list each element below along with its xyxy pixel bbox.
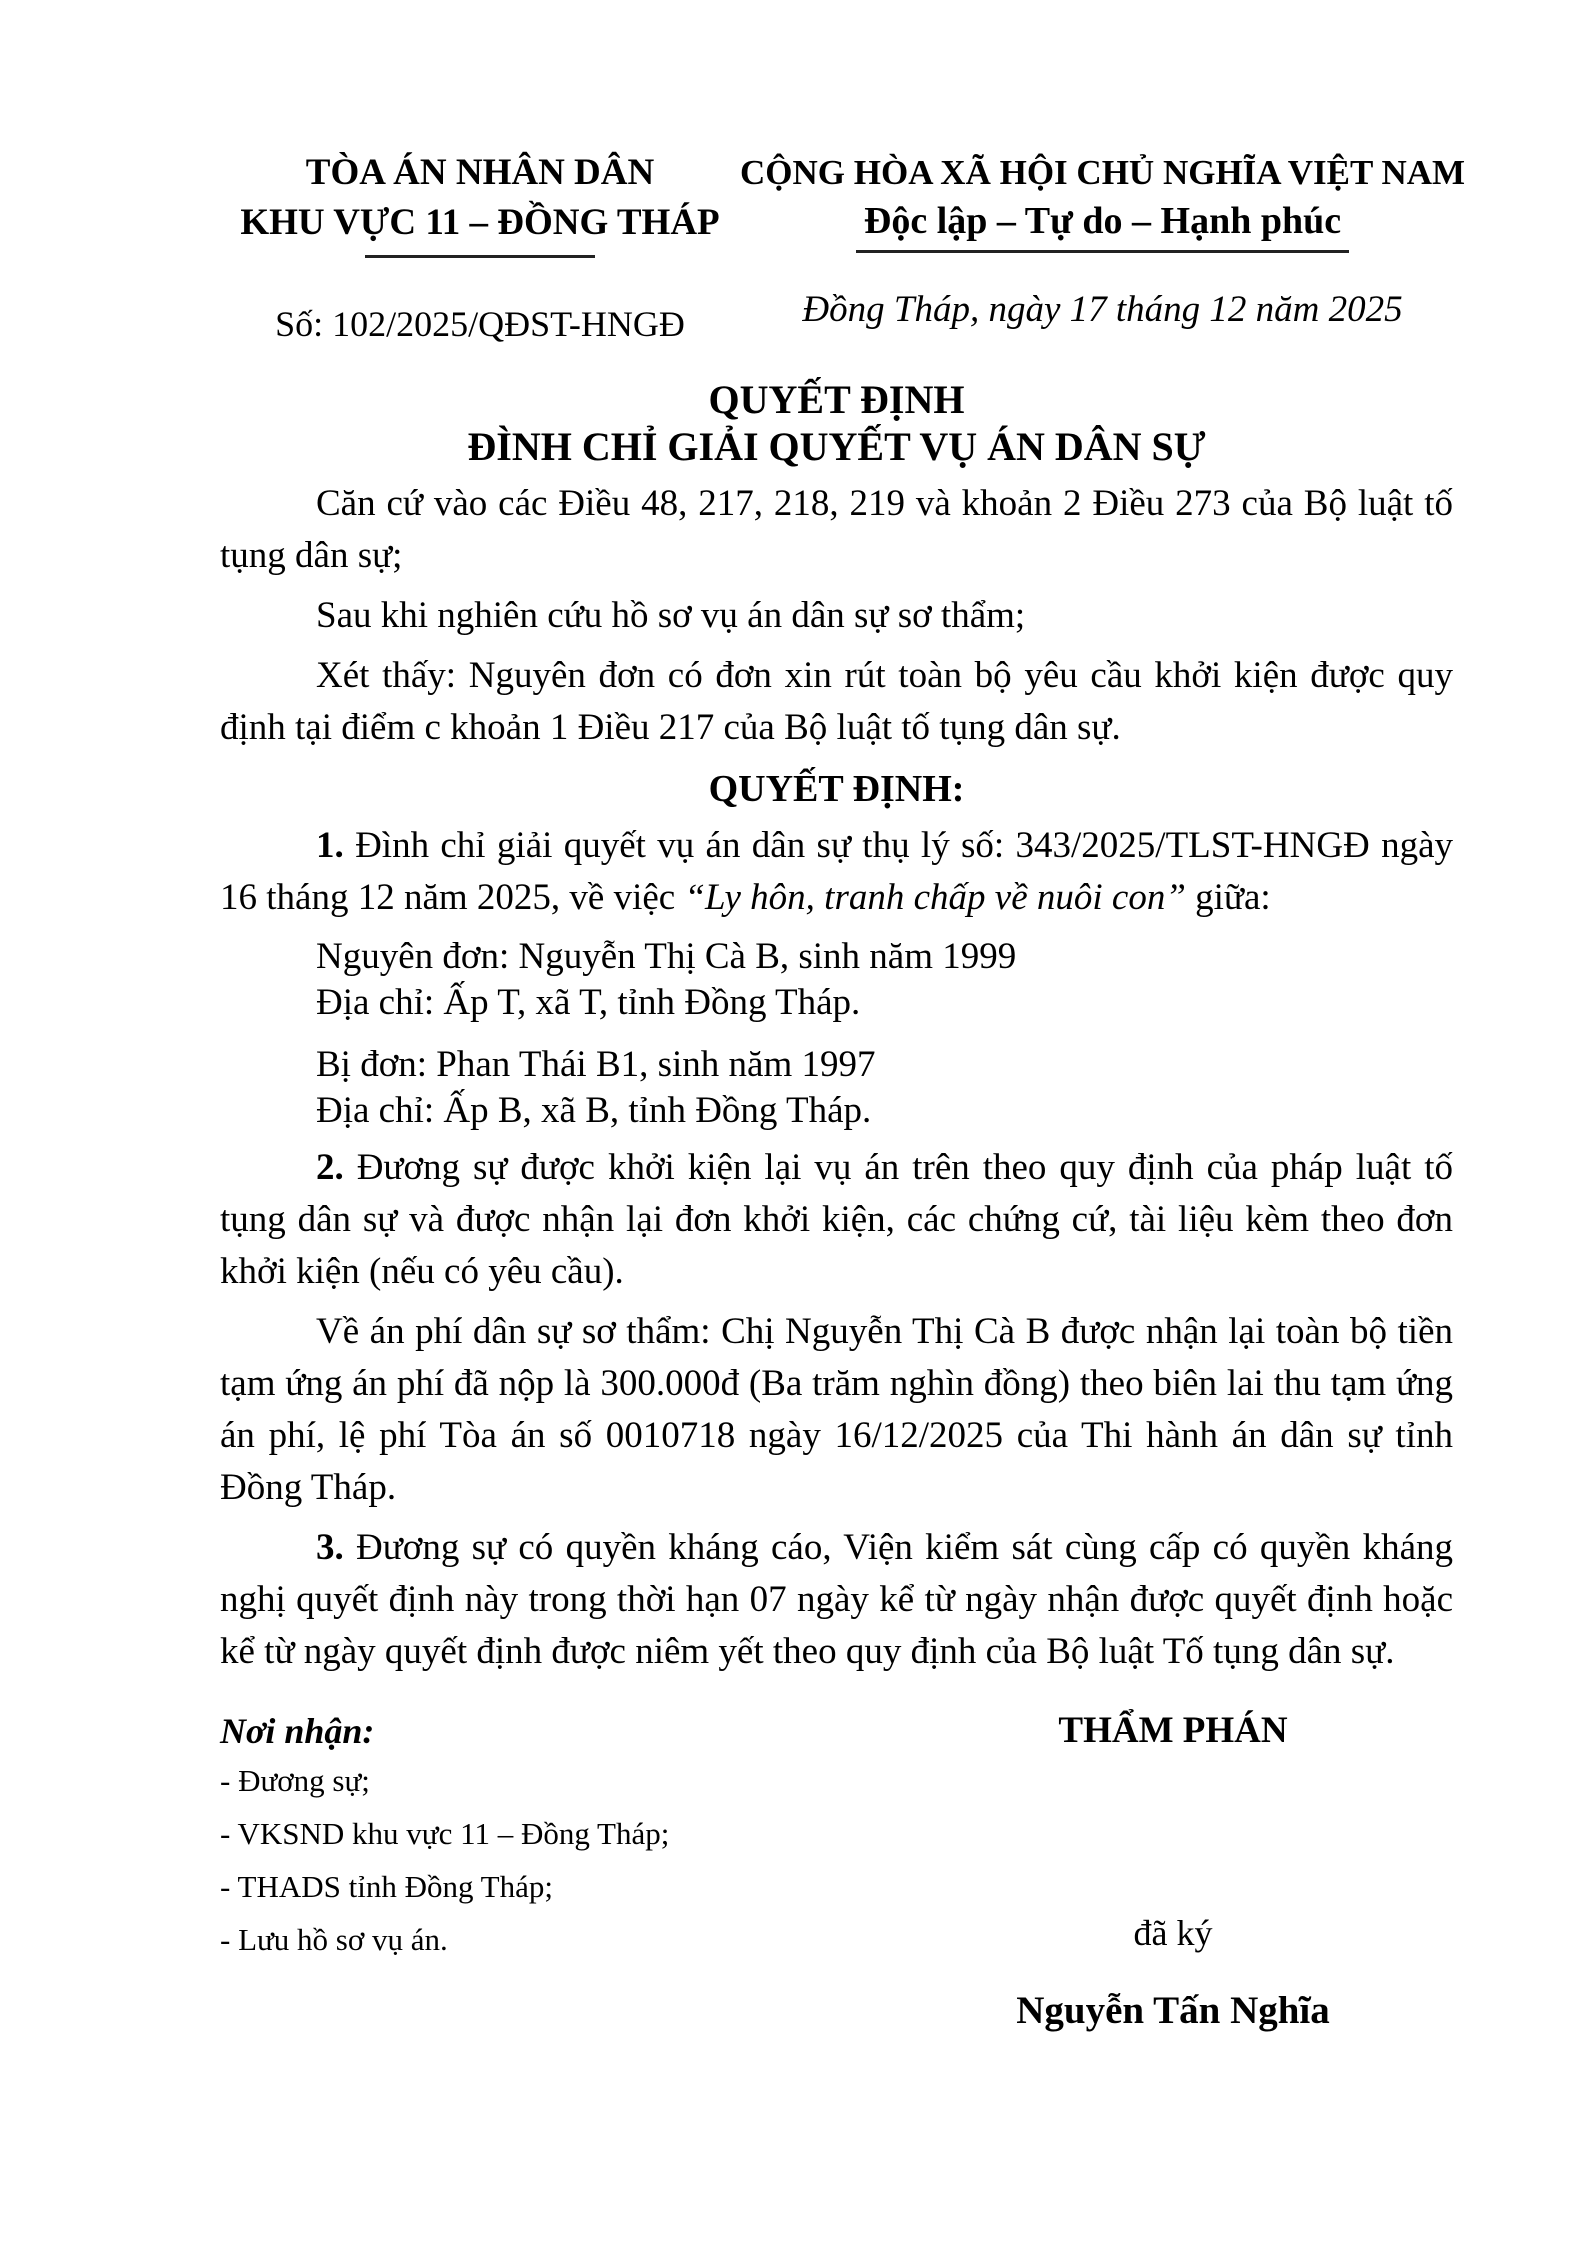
national-motto-line2: Độc lập – Tự do – Hạnh phúc — [856, 198, 1349, 253]
place-date-line: Đồng Tháp, ngày 17 tháng 12 năm 2025 — [802, 289, 1403, 330]
item-1-text-before: Đình chỉ giải quyết vụ án dân sự thụ lý số: 343/2025/TLST-HNGĐ ngày 16 tháng 12 năm 2025, về việc — [220, 825, 1453, 918]
judge-title: THẨM PHÁN — [1058, 1710, 1288, 1751]
court-underline-rule — [365, 255, 595, 258]
defendant-address-line: Địa chỉ: Ấp B, xã B, tỉnh Đồng Tháp. — [316, 1090, 872, 1131]
decision-subtitle: ĐÌNH CHỈ GIẢI QUYẾT VỤ ÁN DÂN SỰ — [467, 424, 1206, 469]
recipient-line: - VKSND khu vực 11 – Đồng Tháp; — [220, 1816, 670, 1851]
decision-item-2 — [220, 1142, 1453, 1298]
plaintiff-address-line: Địa chỉ: Ấp T, xã T, tỉnh Đồng Tháp. — [316, 982, 861, 1023]
item-1-text-after: giữa: — [1185, 877, 1271, 918]
decision-section-heading: QUYẾT ĐỊNH: — [708, 768, 965, 810]
plaintiff-line: Nguyên đơn: Nguyễn Thị Cà B, sinh năm 1999 — [316, 936, 1017, 977]
item-2-number: 2. — [316, 1147, 344, 1188]
national-motto-line2-wrap — [740, 198, 1465, 253]
national-motto-line1: CỘNG HÒA XÃ HỘI CHỦ NGHĨA VIỆT NAM — [740, 153, 1466, 192]
defendant-line: Bị đơn: Phan Thái B1, sinh năm 1997 — [316, 1044, 876, 1085]
defendant-block — [316, 1042, 1453, 1134]
court-name-line2: KHU VỰC 11 – ĐỒNG THÁP — [240, 202, 720, 243]
plaintiff-block — [316, 934, 1453, 1026]
signature-block — [893, 1708, 1453, 2036]
decision-item-3 — [220, 1522, 1453, 1678]
item-1-case-quote: “Ly hôn, tranh chấp về nuôi con” — [684, 877, 1186, 918]
recipient-line: - Lưu hồ sơ vụ án. — [220, 1922, 448, 1957]
signed-note: đã ký — [1133, 1913, 1213, 1953]
recipient-line: - Đương sự; — [220, 1763, 370, 1798]
national-block — [740, 148, 1465, 333]
preamble-paragraph-3: Xét thấy: Nguyên đơn có đơn xin rút toàn bộ yêu cầu khởi kiện được quy định tại điểm c khoản 1 Điều 217 của Bộ luật tố tụng dân sự. — [220, 655, 1453, 748]
fee-paragraph: Về án phí dân sự sơ thẩm: Chị Nguyễn Thị Cà B được nhận lại toàn bộ tiền tạm ứng án phí đã nộp là 300.000đ (Ba trăm nghìn đồng) theo biên lai thu tạm ứng án phí, lệ phí Tòa án số 0010718 ngày 16/12/2025 của Thi hành án dân sự tỉnh Đồng Tháp. — [220, 1311, 1453, 1508]
document-footer — [220, 1708, 1453, 2036]
decision-item-1 — [220, 820, 1453, 924]
item-3-text: Đương sự có quyền kháng cáo, Viện kiểm sát cùng cấp có quyền kháng nghị quyết định này trong thời hạn 07 ngày kể từ ngày nhận được quyết định hoặc kể từ ngày quyết định được niêm yết theo quy định của Bộ luật Tố tụng dân sự. — [220, 1527, 1453, 1672]
recipients-label: Nơi nhận: — [220, 1711, 375, 1751]
preamble-paragraph-2: Sau khi nghiên cứu hồ sơ vụ án dân sự sơ thẩm; — [316, 595, 1026, 636]
item-1-number: 1. — [316, 825, 344, 866]
document-number: Số: 102/2025/QĐST-HNGĐ — [275, 304, 685, 344]
recipient-line: - THADS tỉnh Đồng Tháp; — [220, 1869, 553, 1904]
item-2-text: Đương sự được khởi kiện lại vụ án trên theo quy định của pháp luật tố tụng dân sự và được nhận lại đơn khởi kiện, các chứng cứ, tài liệu kèm theo đơn khởi kiện (nếu có yêu cầu). — [220, 1147, 1453, 1292]
item-3-number: 3. — [316, 1527, 344, 1568]
preamble-paragraph-1: Căn cứ vào các Điều 48, 217, 218, 219 và khoản 2 Điều 273 của Bộ luật tố tụng dân sự; — [220, 483, 1453, 576]
judge-name: Nguyễn Tấn Nghĩa — [1016, 1989, 1330, 2032]
decision-title: QUYẾT ĐỊNH — [708, 377, 965, 422]
court-name-line1: TÒA ÁN NHÂN DÂN — [305, 152, 655, 193]
court-block — [220, 148, 740, 346]
recipients-block — [220, 1708, 893, 1966]
document-header — [220, 148, 1466, 346]
title-block — [220, 376, 1453, 470]
